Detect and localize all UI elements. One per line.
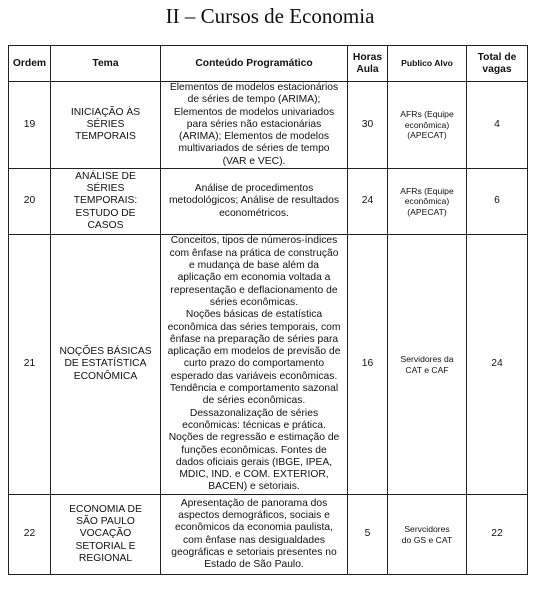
table-row xyxy=(9,235,528,495)
tema-line: SETORIAL E xyxy=(75,540,136,552)
tema-line: SÃO PAULO xyxy=(76,516,135,528)
cell-publico xyxy=(388,82,467,169)
publico-line: CAT e CAF xyxy=(405,364,449,375)
courses-table xyxy=(8,45,528,575)
tema-line: SÉRIES xyxy=(86,183,125,195)
table-row xyxy=(9,82,528,169)
table-row xyxy=(9,495,528,575)
publico-line: AFRs (Equipe xyxy=(400,109,454,120)
conteudo-line: funções econômicas. Fontes de xyxy=(181,444,327,456)
cell-vagas: 22 xyxy=(467,495,528,575)
tema-line: TEMPORAIS: xyxy=(73,195,138,207)
conteudo-line: Elementos de modelos estacionários xyxy=(169,82,339,93)
cell-tema xyxy=(51,235,161,495)
header-horas-line1: Horas xyxy=(352,51,383,63)
tema-line: DE ESTATÍSTICA xyxy=(64,358,147,370)
conteudo-line: BACEN) e setoriais. xyxy=(208,481,300,493)
conteudo-line: e mudança de base além da xyxy=(189,260,319,272)
conteudo-line: econômicos da economia paulista, xyxy=(175,522,333,534)
cell-horas: 24 xyxy=(348,169,388,235)
conteudo-line: de séries econômicas. xyxy=(202,395,306,407)
header-publico: Publico Alvo xyxy=(388,46,467,82)
conteudo-line: Noções básicas de estatística xyxy=(185,309,323,321)
conteudo-line: ênfase na preparação de séries para xyxy=(169,333,339,345)
header-conteudo: Conteúdo Programático xyxy=(161,46,348,82)
tema-line: VOCAÇÃO xyxy=(79,528,132,540)
header-tema: Tema xyxy=(51,46,161,82)
tema-line: CASOS xyxy=(87,220,124,232)
tema-line: INICIAÇÃO ÀS xyxy=(70,106,141,118)
conteudo-line: econômica das séries temporais, com xyxy=(167,321,341,333)
cell-ordem: 19 xyxy=(9,82,51,169)
publico-line: Servidores da xyxy=(400,354,454,365)
conteudo-line: Apresentação de panorama dos xyxy=(180,497,328,509)
cell-ordem: 22 xyxy=(9,495,51,575)
cell-conteudo xyxy=(161,82,348,169)
cell-tema xyxy=(51,495,161,575)
conteudo-line: representação e deflacionamento de xyxy=(170,284,338,296)
conteudo-line: Tendência e comportamento sazonal xyxy=(169,383,339,395)
publico-line: econômica) xyxy=(404,119,450,130)
cell-publico xyxy=(388,495,467,575)
cell-horas: 5 xyxy=(348,495,388,575)
conteudo-line: aspectos demográficos, sociais e xyxy=(178,509,330,521)
conteudo-line: curto prazo do comportamento xyxy=(183,358,325,370)
conteudo-line: Dessazonalização de séries xyxy=(189,407,319,419)
conteudo-line: de séries de tempo (ARIMA); xyxy=(187,94,321,106)
publico-line: Servcidores xyxy=(404,524,450,535)
header-vagas-line2: vagas xyxy=(482,63,512,75)
header-vagas xyxy=(467,46,528,82)
tema-line: NOÇÕES BÁSICAS xyxy=(59,346,152,358)
table-row xyxy=(9,169,528,235)
cell-conteudo xyxy=(161,169,348,235)
conteudo-line: (VAR e VEC). xyxy=(222,155,286,167)
tema-line: ANÁLISE DE xyxy=(75,170,136,182)
cell-conteudo xyxy=(161,235,348,495)
tema-line: SÉRIES xyxy=(86,118,125,130)
tema-line: REGIONAL xyxy=(78,553,133,565)
header-horas xyxy=(348,46,388,82)
conteudo-line: Estado de São Paulo. xyxy=(204,559,304,571)
cell-vagas: 24 xyxy=(467,235,528,495)
conteudo-line: Elementos de modelos univariados xyxy=(173,106,335,118)
publico-line: (APECAT) xyxy=(407,206,447,217)
header-horas-line2: Aula xyxy=(356,63,379,75)
conteudo-line: econômicas: técnicas e prática. xyxy=(182,419,326,431)
header-row xyxy=(9,46,528,82)
publico-line: do GS e CAT xyxy=(401,534,453,545)
header-ordem: Ordem xyxy=(9,46,51,82)
tema-line: ECONÔMICA xyxy=(73,370,138,382)
publico-line: econômica) xyxy=(404,196,450,207)
cell-horas: 16 xyxy=(348,235,388,495)
conteudo-line: séries econômicas. xyxy=(209,296,299,308)
conteudo-line: Análise de procedimentos xyxy=(194,183,314,195)
cell-vagas: 6 xyxy=(467,169,528,235)
cell-tema xyxy=(51,82,161,169)
cell-conteudo xyxy=(161,495,348,575)
conteudo-line: com ênfase na prática de construção xyxy=(169,247,339,259)
cell-ordem: 20 xyxy=(9,169,51,235)
conteudo-line: multivariados de séries de tempo xyxy=(178,143,330,155)
publico-line: AFRs (Equipe xyxy=(400,185,454,196)
header-vagas-line1: Total de xyxy=(477,51,517,63)
tema-line: ESTUDO DE xyxy=(75,207,136,219)
cell-horas: 30 xyxy=(348,82,388,169)
conteudo-line: metodológicos; Análise de resultados xyxy=(168,195,339,207)
page-title: II – Cursos de Economia xyxy=(165,4,375,28)
conteudo-line: para séries não estacionárias xyxy=(186,118,322,130)
conteudo-line: Conceitos, tipos de números-índices xyxy=(170,235,338,247)
tema-line: TEMPORAIS xyxy=(75,131,136,143)
tema-line: ECONOMIA DE xyxy=(69,503,142,515)
cell-ordem: 21 xyxy=(9,235,51,495)
conteudo-line: geográficas e setoriais presentes no xyxy=(171,546,337,558)
conteudo-line: Noções de regressão e estimação de xyxy=(168,432,340,444)
cell-publico xyxy=(388,235,467,495)
conteudo-line: com ênfase nas desigualdades xyxy=(183,534,325,546)
conteudo-line: aplicação em economia voltada a xyxy=(177,272,331,284)
conteudo-line: aplicação em modelos de previsão de xyxy=(167,346,341,358)
conteudo-line: (ARIMA); Elementos de modelos xyxy=(179,131,329,143)
conteudo-line: econométricos. xyxy=(219,207,289,219)
cell-tema xyxy=(51,169,161,235)
cell-vagas: 4 xyxy=(467,82,528,169)
conteudo-line: esperado das variáveis econômicas. xyxy=(170,370,338,382)
cell-publico xyxy=(388,169,467,235)
conteudo-line: MDIC, IND. e COM. EXTERIOR, xyxy=(179,469,329,481)
conteudo-line: dados oficiais gerais (IBGE, IPEA, xyxy=(175,456,333,468)
publico-line: (APECAT) xyxy=(407,130,447,141)
